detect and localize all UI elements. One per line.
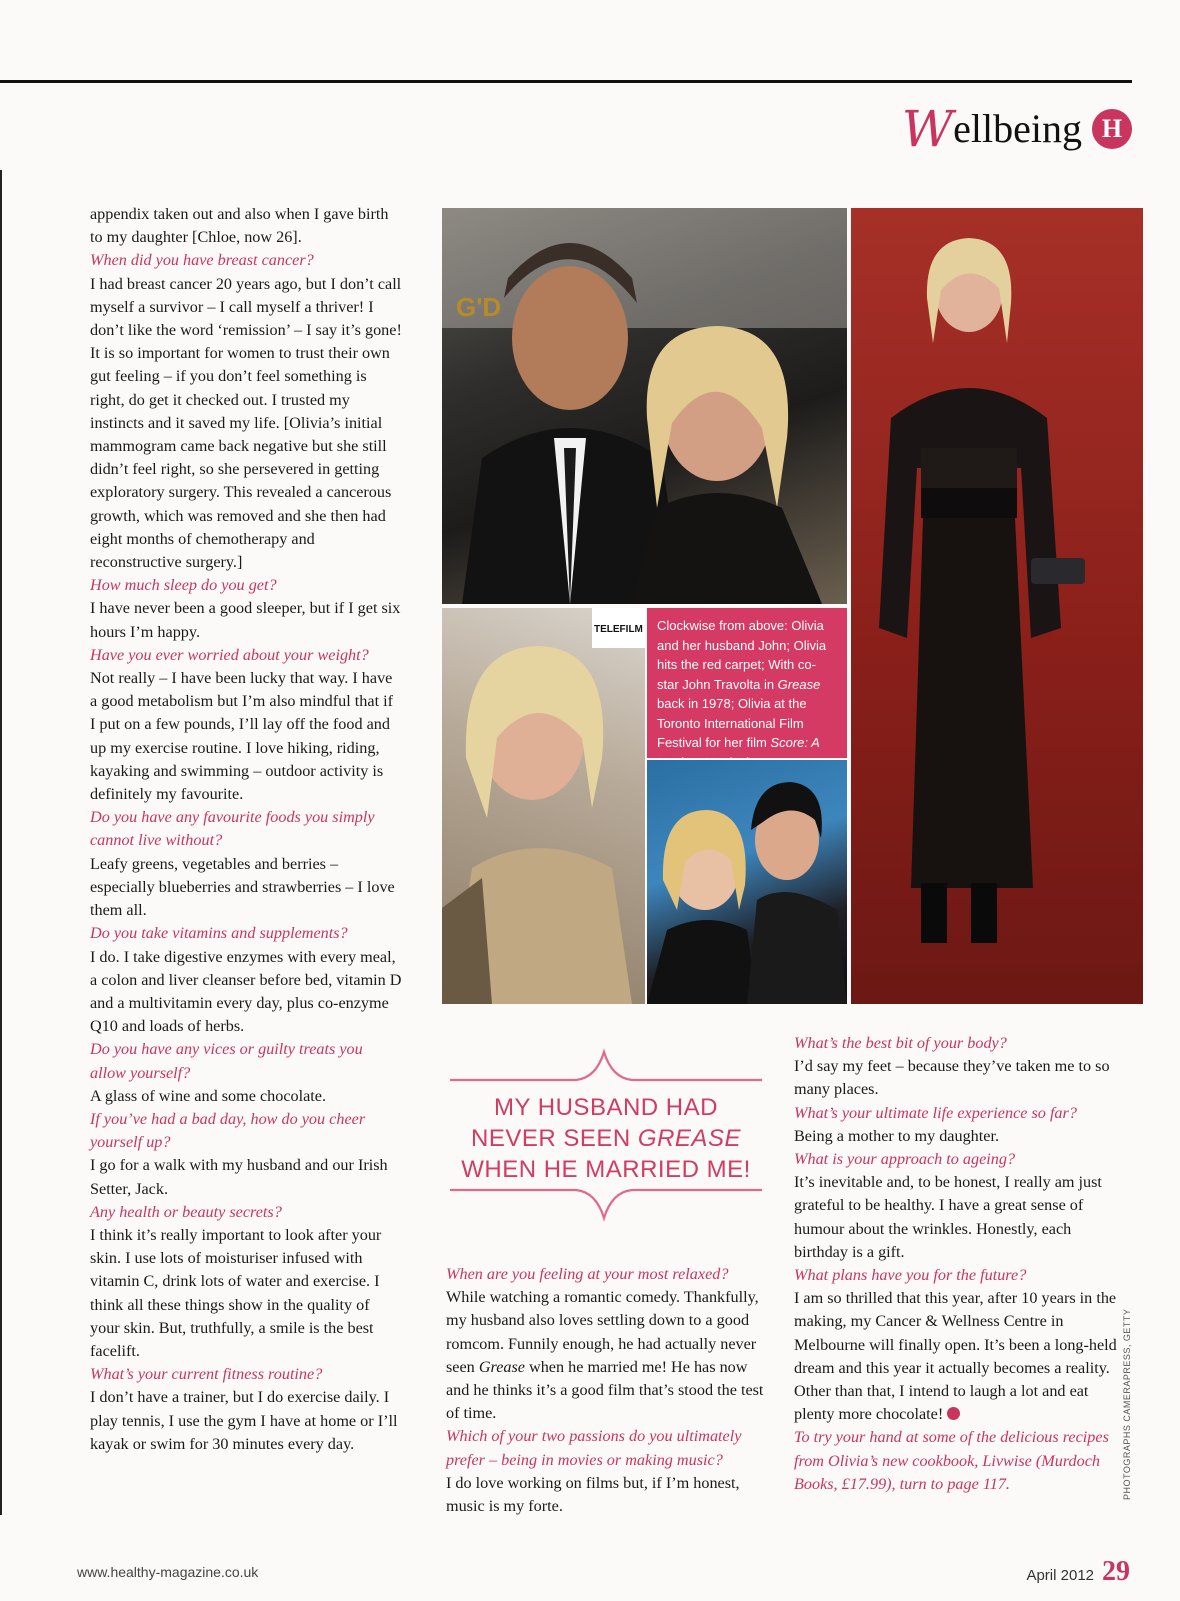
photo-credit-text: PHOTOGRAPHS CAMERAPRESS, GETTY xyxy=(1122,1308,1132,1500)
interview-answer: Being a mother to my daughter. xyxy=(794,1126,999,1145)
interview-question: What’s your current fitness routine? xyxy=(90,1365,323,1384)
photo-grease-still xyxy=(647,760,847,1004)
interview-answer xyxy=(446,1286,766,1425)
pull-quote-film-title: GREASE xyxy=(637,1125,741,1152)
interview-answer: Leafy greens, vegetables and berries – especially blueberries and strawberries – I love them all. xyxy=(90,854,395,920)
top-rule xyxy=(0,80,1132,83)
interview-question: Which of your two passions do you ultimately prefer – being in movies or making music? xyxy=(446,1427,742,1469)
caption-film-title: Grease xyxy=(777,676,821,692)
svg-text:G'D: G'D xyxy=(456,292,502,322)
interview-question: What is your approach to ageing? xyxy=(794,1150,1016,1169)
page-number: 29 xyxy=(1102,1556,1130,1587)
caption-text-2: back in 1978; Olivia at the Toronto International Film Festival for her film xyxy=(657,696,807,750)
interview-question: Do you have any favourite foods you simply cannot live without? xyxy=(90,808,375,850)
interview-question: What plans have you for the future? xyxy=(794,1266,1027,1285)
pull-quote-text xyxy=(446,1092,766,1185)
article-column-2 xyxy=(446,1263,766,1518)
photo-toronto-festival xyxy=(442,608,645,1004)
film-title: Grease xyxy=(478,1357,525,1376)
pull-quote xyxy=(446,1040,766,1230)
interview-question: How much sleep do you get? xyxy=(90,576,277,595)
interview-answer: I do. I take digestive enzymes with every meal, a colon and liver cleanser before bed, vitamin D and a multivitamin every day, plus co-enzyme Q10 and loads of herbs. xyxy=(90,947,402,1036)
interview-answer: A glass of wine and some chocolate. xyxy=(90,1086,327,1105)
interview-answer: I go for a walk with my husband and our Irish Setter, Jack. xyxy=(90,1156,388,1198)
section-name: ellbeing xyxy=(953,106,1082,151)
interview-question: What’s your ultimate life experience so far? xyxy=(794,1103,1077,1122)
photo-credit xyxy=(1122,1308,1136,1500)
interview-question: When are you feeling at your most relaxed? xyxy=(446,1265,729,1283)
caption-film-title-2: Score: A xyxy=(770,735,820,750)
interview-answer: I have never been a good sleeper, but if I get six hours I’m happy. xyxy=(90,599,401,641)
interview-answer: I had breast cancer 20 years ago, but I don’t call myself a survivor – I call myself a thriver! I don’t like the word ‘remission’ – I say it’s gone! It is so important for women to trust their own gut feeling – if you don’t feel something is right, do get it checked out. I trusted my instincts and it saved my life. [Olivia’s initial mammogram came back negative but she still didn’t feel right, so she persevered in getting exploratory surgery. This revealed a cancerous growth, which was removed and she then had eight months of chemotherapy and reconstructive surgery.] xyxy=(90,274,402,572)
cookbook-note: To try your hand at some of the delicious recipes from Olivia’s new cookbook, Livwise (Murdoch Books, £17.99), turn to page 117. xyxy=(794,1428,1109,1493)
end-mark-icon xyxy=(947,1407,960,1420)
photo-olivia-and-husband xyxy=(442,208,847,604)
pull-quote-line: WHEN HE MARRIED ME! xyxy=(461,1156,751,1183)
photo-red-carpet xyxy=(851,208,1143,1004)
interview-question: When did you have breast cancer? xyxy=(90,251,314,270)
interview-question: Do you take vitamins and supplements? xyxy=(90,924,348,943)
magazine-logo-icon: H xyxy=(1092,109,1132,149)
interview-question: If you’ve had a bad day, how do you cheer yourself up? xyxy=(90,1109,366,1152)
pull-quote-line: MY HUSBAND HAD xyxy=(494,1094,718,1121)
pull-quote-line xyxy=(446,1123,766,1154)
article-column-3 xyxy=(794,1032,1120,1496)
interview-question: Have you ever worried about your weight? xyxy=(90,645,369,664)
section-title xyxy=(901,100,1132,158)
interview-question: Do you have any vices or guilty treats you allow yourself? xyxy=(90,1040,363,1082)
answer-text: While watching a romantic comedy. Thankfully, my husband also loves settling down to a good romcom. Funnily enough, he had actually never seen xyxy=(446,1288,759,1376)
issue-date: April 2012 xyxy=(1026,1567,1094,1584)
interview-question: What’s the best bit of your body? xyxy=(794,1034,1007,1052)
interview-answer: I don’t have a trainer, but I do exercise daily. I play tennis, I use the gym I have at home or I’ll kayak or swim for 30 minutes every day. xyxy=(90,1388,398,1453)
answer-text: I am so thrilled that this year, after 10 years in the making, my Cancer & Wellness Centre in Melbourne will finally open. It’s been a long-held dream and this year it actually becomes a reality. Other than that, I intend to laugh a lot and eat plenty more chocolate! xyxy=(794,1289,1117,1424)
page-edge-line xyxy=(0,170,2,1515)
section-initial: W xyxy=(901,100,954,158)
interview-answer xyxy=(794,1287,1120,1426)
photo-caption xyxy=(647,608,847,758)
footer-url: www.healthy-magazine.co.uk xyxy=(77,1564,259,1580)
caption-text: Clockwise from above: Olivia and her husband John; Olivia hits the red carpet; With co-star John Travolta in xyxy=(657,618,827,692)
interview-answer: It’s inevitable and, to be honest, I really am just grateful to be healthy. I have a great sense of humour about the wrinkles. Honestly, each birthday is a gift. xyxy=(794,1173,1102,1261)
article-column-1 xyxy=(90,203,402,1456)
interview-question: Any health or beauty secrets? xyxy=(90,1202,282,1221)
answer-text: when he married me! He has now and he thinks it’s a good film that’s stood the test of time. xyxy=(446,1357,764,1423)
footer-folio xyxy=(1026,1556,1130,1588)
pull-quote-text-part: NEVER SEEN xyxy=(471,1125,638,1152)
interview-answer: I think it’s really important to look after your skin. I use lots of moisturiser infused with vitamin C, drink lots of water and exercise. I think all these things show in the quality of your skin. But, truthfully, a smile is the best facelift. xyxy=(90,1225,382,1360)
interview-answer: appendix taken out and also when I gave birth to my daughter [Chloe, now 26]. xyxy=(90,205,389,247)
interview-answer: Not really – I have been lucky that way. I have a good metabolism but I’m also mindful that if I put on a few pounds, I’ll lay off the food and up my exercise routine. I love hiking, riding, kayaking and swimming – outdoor activity is definitely my favourite. xyxy=(90,669,394,804)
interview-answer: I’d say my feet – because they’ve taken me to so many places. xyxy=(794,1057,1110,1099)
svg-text:TELEFILM: TELEFILM xyxy=(594,624,643,635)
interview-answer: I do love working on films but, if I’m honest, music is my forte. xyxy=(446,1473,740,1516)
